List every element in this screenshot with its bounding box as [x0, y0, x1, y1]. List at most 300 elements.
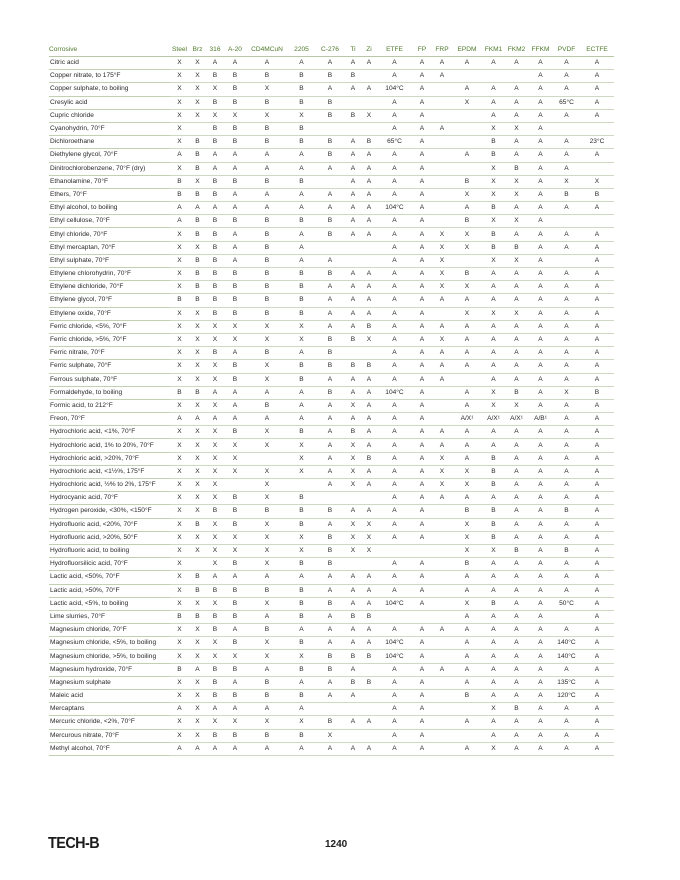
resistance-rating: A	[412, 241, 432, 254]
resistance-rating: A	[553, 241, 580, 254]
resistance-rating: A	[553, 624, 580, 637]
table-row	[49, 96, 614, 109]
resistance-rating: A	[377, 268, 412, 281]
resistance-rating	[361, 492, 377, 505]
resistance-rating: B	[206, 347, 224, 360]
resistance-rating: A	[315, 188, 345, 201]
corrosive-name: Maleic acid	[49, 690, 170, 703]
resistance-rating: A	[553, 347, 580, 360]
corrosive-name: Hydrocyanic acid, 70°F	[49, 492, 170, 505]
resistance-rating: A	[412, 624, 432, 637]
resistance-rating: A	[412, 690, 432, 703]
resistance-rating: B	[224, 281, 246, 294]
resistance-rating: A	[505, 426, 528, 439]
resistance-rating: X	[505, 307, 528, 320]
resistance-rating: A	[580, 663, 614, 676]
resistance-rating: X	[288, 531, 315, 544]
resistance-rating: A	[553, 426, 580, 439]
resistance-rating: A	[553, 109, 580, 122]
resistance-rating	[361, 347, 377, 360]
resistance-rating: X	[170, 439, 189, 452]
resistance-rating: A	[553, 294, 580, 307]
resistance-rating: B	[246, 676, 288, 689]
resistance-rating: B	[315, 531, 345, 544]
resistance-rating: A	[482, 558, 505, 571]
corrosive-name: Magnesium hydroxide, 70°F	[49, 663, 170, 676]
resistance-rating: A	[528, 597, 553, 610]
resistance-rating	[345, 703, 361, 716]
corrosive-name: Mercurous nitrate, 70°F	[49, 729, 170, 742]
resistance-rating: A	[246, 610, 288, 623]
resistance-rating: X	[189, 492, 206, 505]
resistance-rating: B	[315, 347, 345, 360]
resistance-rating: A	[505, 57, 528, 70]
resistance-rating: B	[246, 215, 288, 228]
resistance-rating: X	[170, 83, 189, 96]
resistance-rating: A	[528, 373, 553, 386]
resistance-rating: A	[224, 241, 246, 254]
resistance-rating	[452, 254, 482, 267]
resistance-rating: A	[452, 333, 482, 346]
table-row	[49, 729, 614, 742]
resistance-rating: A	[224, 413, 246, 426]
resistance-rating: B	[224, 175, 246, 188]
resistance-rating: B	[482, 149, 505, 162]
resistance-rating: X	[189, 479, 206, 492]
resistance-rating: A	[345, 281, 361, 294]
resistance-rating	[432, 505, 452, 518]
resistance-rating: B	[315, 597, 345, 610]
resistance-rating: A	[432, 426, 452, 439]
resistance-rating: A	[345, 162, 361, 175]
resistance-rating: X	[361, 333, 377, 346]
resistance-rating: A	[505, 650, 528, 663]
resistance-rating: A	[412, 333, 432, 346]
resistance-rating: B	[206, 729, 224, 742]
resistance-rating: A	[505, 716, 528, 729]
resistance-rating: A	[377, 624, 412, 637]
resistance-rating: A	[580, 202, 614, 215]
resistance-rating: X	[206, 492, 224, 505]
resistance-rating: A	[345, 149, 361, 162]
resistance-rating: A	[482, 571, 505, 584]
resistance-rating: B	[482, 241, 505, 254]
column-header: C-276	[315, 44, 345, 57]
resistance-rating: A	[528, 426, 553, 439]
resistance-rating: B	[206, 676, 224, 689]
resistance-rating: X	[189, 426, 206, 439]
resistance-rating: A	[482, 83, 505, 96]
resistance-rating: A	[432, 320, 452, 333]
resistance-rating: A	[224, 742, 246, 755]
resistance-rating: A	[412, 136, 432, 149]
resistance-rating: B	[224, 610, 246, 623]
resistance-rating: B	[224, 122, 246, 135]
resistance-rating: A	[224, 624, 246, 637]
resistance-rating	[553, 610, 580, 623]
resistance-rating: A	[361, 307, 377, 320]
resistance-rating: A	[553, 465, 580, 478]
resistance-rating: X	[189, 320, 206, 333]
resistance-rating: A	[315, 624, 345, 637]
resistance-rating: X	[206, 597, 224, 610]
resistance-rating	[432, 742, 452, 755]
resistance-rating: B	[246, 254, 288, 267]
resistance-rating: B	[224, 690, 246, 703]
resistance-rating: A	[553, 228, 580, 241]
resistance-rating	[189, 122, 206, 135]
corrosive-name: Ferrous sulphate, 70°F	[49, 373, 170, 386]
resistance-rating: B	[224, 663, 246, 676]
resistance-rating: X	[452, 518, 482, 531]
resistance-rating	[345, 96, 361, 109]
resistance-rating: B	[452, 215, 482, 228]
table-row	[49, 584, 614, 597]
resistance-rating: X	[553, 386, 580, 399]
resistance-rating: A	[361, 228, 377, 241]
resistance-rating: A	[452, 386, 482, 399]
resistance-rating: A	[528, 518, 553, 531]
resistance-rating: B	[246, 136, 288, 149]
resistance-rating: B	[482, 452, 505, 465]
resistance-rating: B	[288, 281, 315, 294]
resistance-rating: A	[315, 518, 345, 531]
resistance-rating: A	[482, 676, 505, 689]
resistance-rating: B	[482, 531, 505, 544]
resistance-rating	[452, 373, 482, 386]
resistance-rating: A	[553, 307, 580, 320]
corrosive-name: Lime slurries, 70°F	[49, 610, 170, 623]
resistance-rating: A	[505, 320, 528, 333]
resistance-rating: X	[170, 531, 189, 544]
resistance-rating: B	[206, 584, 224, 597]
column-header: FKM1	[482, 44, 505, 57]
resistance-rating	[345, 254, 361, 267]
resistance-rating: X	[246, 650, 288, 663]
corrosive-name: Ethylene dichloride, 70°F	[49, 281, 170, 294]
resistance-rating: X	[170, 228, 189, 241]
resistance-rating: B	[189, 136, 206, 149]
resistance-rating: A	[377, 439, 412, 452]
resistance-rating: A	[580, 413, 614, 426]
resistance-rating: A	[528, 650, 553, 663]
resistance-rating: B	[345, 333, 361, 346]
resistance-rating: A	[377, 676, 412, 689]
corrosive-name: Ethyl sulphate, 70°F	[49, 254, 170, 267]
corrosive-name: Ethyl mercaptan, 70°F	[49, 241, 170, 254]
resistance-rating: X	[452, 544, 482, 557]
resistance-rating: A	[528, 624, 553, 637]
resistance-rating	[432, 544, 452, 557]
resistance-rating: A	[315, 307, 345, 320]
resistance-rating: 120°C	[553, 690, 580, 703]
resistance-rating: A	[528, 149, 553, 162]
table-row	[49, 175, 614, 188]
resistance-rating	[452, 109, 482, 122]
resistance-rating: A	[553, 518, 580, 531]
corrosive-name: Methyl alcohol, 70°F	[49, 742, 170, 755]
resistance-rating: A	[452, 360, 482, 373]
resistance-rating	[361, 663, 377, 676]
resistance-rating: X	[189, 333, 206, 346]
resistance-rating: X	[170, 281, 189, 294]
resistance-rating: B	[452, 175, 482, 188]
resistance-rating	[361, 690, 377, 703]
resistance-rating: X	[452, 465, 482, 478]
resistance-rating: A	[377, 492, 412, 505]
resistance-rating: B	[482, 136, 505, 149]
resistance-rating: X	[206, 83, 224, 96]
resistance-rating: X	[288, 320, 315, 333]
resistance-rating: 140°C	[553, 637, 580, 650]
resistance-rating: X	[345, 531, 361, 544]
resistance-rating: A	[377, 729, 412, 742]
resistance-rating: A	[412, 492, 432, 505]
resistance-rating	[432, 175, 452, 188]
resistance-rating: A	[377, 413, 412, 426]
resistance-rating: A	[505, 465, 528, 478]
resistance-rating: A	[553, 413, 580, 426]
resistance-rating	[361, 254, 377, 267]
resistance-rating: A	[246, 57, 288, 70]
resistance-rating: A	[246, 742, 288, 755]
resistance-rating: A	[553, 83, 580, 96]
resistance-rating: X	[482, 386, 505, 399]
resistance-rating: B	[206, 96, 224, 109]
resistance-rating	[315, 703, 345, 716]
resistance-rating: A	[528, 320, 553, 333]
resistance-rating: A	[580, 571, 614, 584]
resistance-rating: A	[345, 294, 361, 307]
resistance-rating: A	[482, 320, 505, 333]
column-header: 2205	[288, 44, 315, 57]
resistance-rating: X	[170, 360, 189, 373]
table-row	[49, 610, 614, 623]
resistance-rating: A	[189, 413, 206, 426]
resistance-rating: A	[361, 465, 377, 478]
resistance-rating: A	[528, 716, 553, 729]
resistance-rating: X	[505, 122, 528, 135]
resistance-rating: A	[412, 122, 432, 135]
resistance-rating: B	[224, 360, 246, 373]
resistance-rating: A	[505, 531, 528, 544]
resistance-rating: A	[377, 558, 412, 571]
resistance-rating: A	[528, 571, 553, 584]
corrosive-name: Formaldehyde, to boiling	[49, 386, 170, 399]
resistance-rating: B	[288, 610, 315, 623]
resistance-rating: A	[528, 333, 553, 346]
resistance-rating: A	[553, 716, 580, 729]
table-row	[49, 162, 614, 175]
resistance-rating: A	[345, 597, 361, 610]
resistance-rating: B	[206, 122, 224, 135]
resistance-rating: A	[528, 479, 553, 492]
table-row	[49, 347, 614, 360]
resistance-rating: X	[224, 716, 246, 729]
table-row	[49, 637, 614, 650]
table-row	[49, 122, 614, 135]
resistance-rating: X	[170, 465, 189, 478]
resistance-rating: B	[315, 149, 345, 162]
resistance-rating: A	[505, 663, 528, 676]
table-row	[49, 254, 614, 267]
resistance-rating: A	[553, 742, 580, 755]
corrosive-name: Ethers, 70°F	[49, 188, 170, 201]
resistance-rating: A	[452, 83, 482, 96]
resistance-rating: X	[206, 399, 224, 412]
resistance-rating: X	[505, 188, 528, 201]
resistance-rating: A	[482, 439, 505, 452]
resistance-rating: X	[170, 320, 189, 333]
resistance-rating: A	[482, 268, 505, 281]
resistance-rating: A	[246, 188, 288, 201]
resistance-rating: A	[580, 479, 614, 492]
resistance-rating: A	[412, 531, 432, 544]
resistance-rating	[432, 703, 452, 716]
resistance-rating: A	[580, 57, 614, 70]
resistance-rating: X	[189, 360, 206, 373]
resistance-rating: X	[170, 96, 189, 109]
resistance-rating: A	[528, 386, 553, 399]
resistance-rating: A	[580, 650, 614, 663]
resistance-rating: X	[345, 544, 361, 557]
resistance-rating: X	[482, 188, 505, 201]
resistance-rating: B	[452, 505, 482, 518]
resistance-rating: A	[580, 96, 614, 109]
resistance-rating: X	[206, 109, 224, 122]
resistance-rating: A	[224, 571, 246, 584]
resistance-rating: X	[361, 518, 377, 531]
resistance-rating: B	[345, 70, 361, 83]
resistance-rating: A	[505, 202, 528, 215]
resistance-rating: B	[246, 690, 288, 703]
resistance-rating: X	[288, 333, 315, 346]
corrosive-name: Hydrochloric acid, 1% to 20%, 70°F	[49, 439, 170, 452]
table-row	[49, 690, 614, 703]
resistance-rating: B	[345, 650, 361, 663]
resistance-rating: A	[361, 268, 377, 281]
resistance-rating: X	[246, 320, 288, 333]
resistance-rating: X	[170, 597, 189, 610]
resistance-rating: A	[412, 597, 432, 610]
resistance-rating: A	[224, 254, 246, 267]
resistance-rating: A	[505, 676, 528, 689]
resistance-rating: A	[580, 544, 614, 557]
resistance-rating: B	[361, 650, 377, 663]
resistance-rating: A	[505, 624, 528, 637]
resistance-rating: A	[345, 320, 361, 333]
resistance-rating: X	[189, 175, 206, 188]
resistance-rating: A	[246, 663, 288, 676]
table-row	[49, 228, 614, 241]
resistance-rating: A	[505, 333, 528, 346]
table-row	[49, 241, 614, 254]
resistance-rating: A	[528, 347, 553, 360]
resistance-rating: A	[580, 281, 614, 294]
resistance-rating: B	[189, 294, 206, 307]
resistance-rating: A	[315, 690, 345, 703]
resistance-rating	[553, 122, 580, 135]
corrosive-name: Hydrogen peroxide, <30%, <150°F	[49, 505, 170, 518]
resistance-rating: A	[224, 57, 246, 70]
corrosive-name: Hydrochloric acid, <1%, 70°F	[49, 426, 170, 439]
resistance-rating: X	[206, 426, 224, 439]
resistance-rating: B	[315, 544, 345, 557]
resistance-rating: A	[206, 413, 224, 426]
resistance-rating: B	[361, 136, 377, 149]
resistance-rating: A	[412, 347, 432, 360]
resistance-rating: X	[361, 544, 377, 557]
resistance-rating: A	[580, 690, 614, 703]
resistance-rating: B	[246, 70, 288, 83]
resistance-rating: A	[452, 492, 482, 505]
resistance-rating: A	[246, 386, 288, 399]
resistance-rating: A	[505, 492, 528, 505]
resistance-rating: B	[189, 518, 206, 531]
resistance-rating: A	[432, 624, 452, 637]
resistance-rating: A	[412, 505, 432, 518]
resistance-rating: B	[206, 228, 224, 241]
resistance-rating: A	[505, 610, 528, 623]
table-body	[49, 57, 614, 756]
resistance-rating: A	[528, 399, 553, 412]
resistance-rating: X	[224, 531, 246, 544]
resistance-rating: A	[553, 584, 580, 597]
resistance-rating: B	[580, 188, 614, 201]
resistance-rating	[345, 729, 361, 742]
resistance-rating: X	[246, 439, 288, 452]
resistance-rating: A	[224, 149, 246, 162]
resistance-rating: A	[505, 228, 528, 241]
resistance-rating: B	[553, 544, 580, 557]
resistance-rating: A	[345, 413, 361, 426]
resistance-rating: B	[315, 109, 345, 122]
resistance-rating	[315, 241, 345, 254]
resistance-rating: X	[170, 70, 189, 83]
resistance-rating: B	[206, 268, 224, 281]
resistance-rating: A	[482, 690, 505, 703]
resistance-rating: A	[377, 320, 412, 333]
resistance-rating: X	[452, 241, 482, 254]
resistance-rating: X	[246, 531, 288, 544]
resistance-rating: A	[432, 347, 452, 360]
resistance-rating: B	[189, 386, 206, 399]
resistance-rating: X	[452, 188, 482, 201]
resistance-rating: B	[246, 268, 288, 281]
resistance-rating	[412, 544, 432, 557]
resistance-rating	[452, 136, 482, 149]
resistance-rating: A	[412, 281, 432, 294]
corrosive-name: Ethyl chloride, 70°F	[49, 228, 170, 241]
resistance-rating: X	[361, 109, 377, 122]
resistance-rating: A	[528, 703, 553, 716]
resistance-rating: A	[482, 610, 505, 623]
resistance-rating: B	[288, 268, 315, 281]
resistance-rating: B	[224, 268, 246, 281]
resistance-rating: X	[170, 426, 189, 439]
resistance-rating: A	[580, 597, 614, 610]
resistance-rating: B	[482, 597, 505, 610]
resistance-rating: B	[206, 281, 224, 294]
resistance-rating: A/X¹	[505, 413, 528, 426]
resistance-rating: A	[528, 584, 553, 597]
resistance-rating: A	[580, 149, 614, 162]
corrosive-name: Magnesium chloride, >5%, to boiling	[49, 650, 170, 663]
corrosive-name: Cyanohydrin, 70°F	[49, 122, 170, 135]
resistance-rating: A	[482, 333, 505, 346]
resistance-rating: B	[315, 386, 345, 399]
resistance-rating: A	[224, 162, 246, 175]
